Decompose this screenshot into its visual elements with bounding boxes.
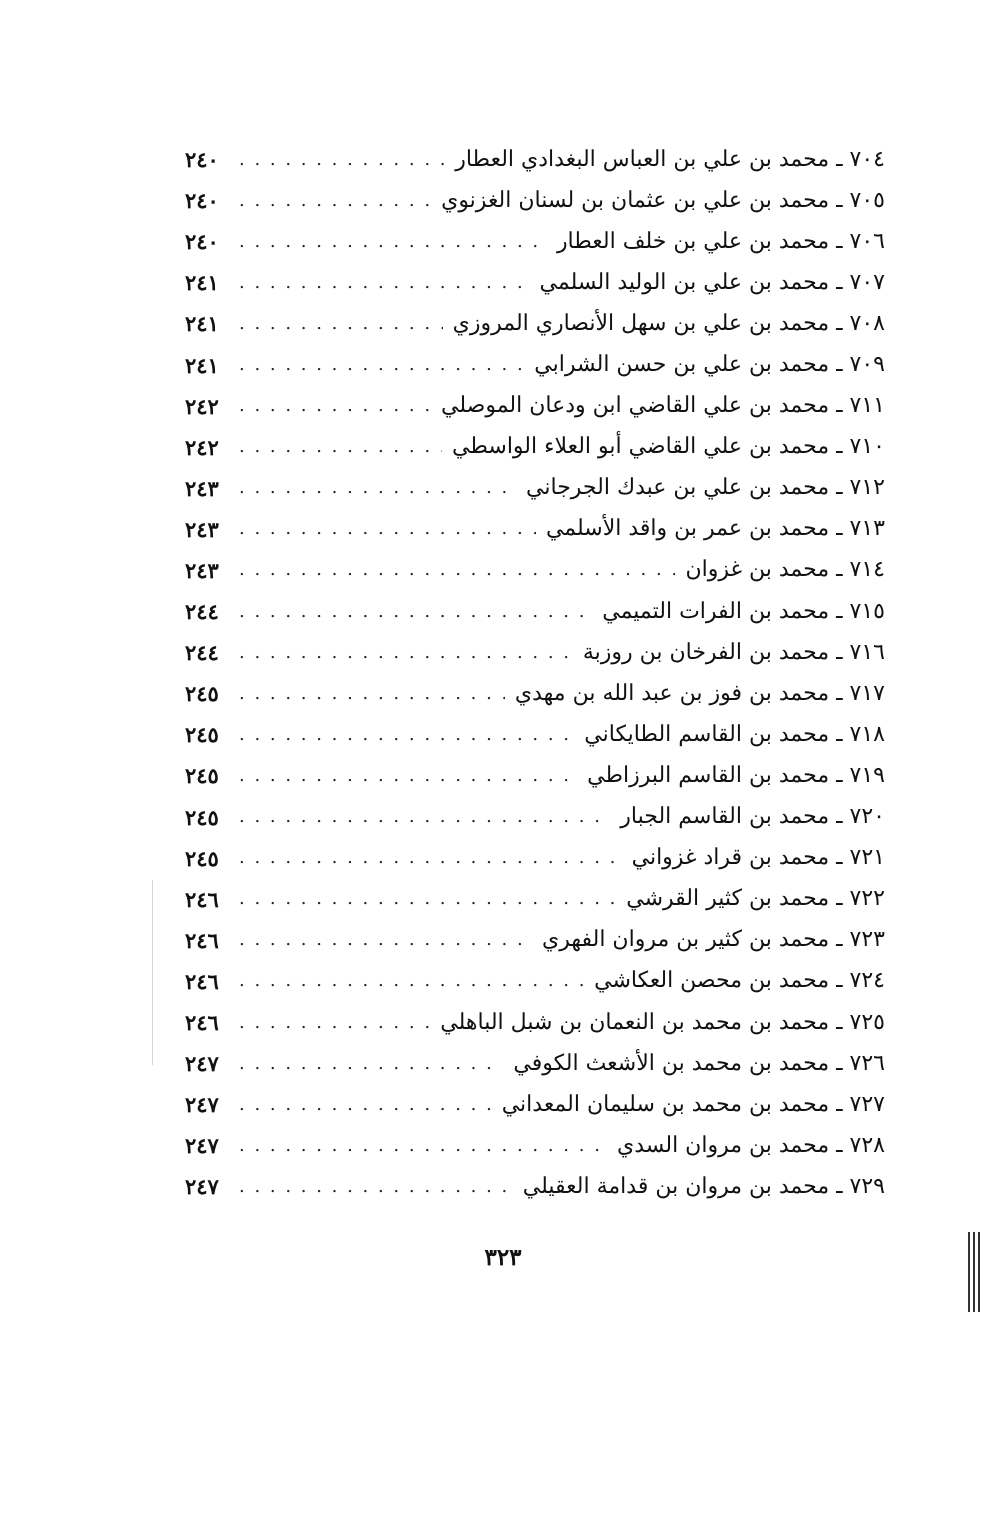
dot-leader xyxy=(239,1014,430,1032)
toc-entry xyxy=(185,920,885,961)
dot-leader xyxy=(239,931,532,949)
entry-title: ٧٠٤ ـ محمد بن علي بن العباس البغدادي العطار xyxy=(455,146,885,172)
entry-title: ٧٢٢ ـ محمد بن كثير القرشي xyxy=(626,886,885,912)
entry-page: ٢٤٥ xyxy=(185,681,219,707)
toc-entry xyxy=(185,344,885,385)
toc-entry xyxy=(185,427,885,468)
dot-leader xyxy=(239,233,547,251)
toc-entry xyxy=(185,1166,885,1207)
scan-edge-mark xyxy=(968,1232,970,1312)
entry-title: ٧٠٧ ـ محمد بن علي بن الوليد السلمي xyxy=(539,269,885,295)
entry-page: ٢٤٥ xyxy=(185,845,219,871)
entry-title: ٧٠٥ ـ محمد بن علي بن عثمان بن لسنان الغزنوي xyxy=(441,187,885,213)
dot-leader xyxy=(239,192,431,210)
entry-title: ٧٢٩ ـ محمد بن مروان بن قدامة العقيلي xyxy=(522,1173,885,1199)
toc-entry xyxy=(185,838,885,879)
entry-title: ٧١٢ ـ محمد بن علي بن عبدك الجرجاني xyxy=(526,475,885,501)
dot-leader xyxy=(239,808,610,826)
entry-page: ٢٤٦ xyxy=(185,1010,219,1036)
dot-leader xyxy=(239,438,442,456)
toc-entry xyxy=(185,221,885,262)
dot-leader xyxy=(239,397,431,415)
entry-page: ٢٤٦ xyxy=(185,968,219,994)
page-number: ٣٢٣ xyxy=(484,1244,522,1271)
entry-page: ٢٤٦ xyxy=(185,927,219,953)
dot-leader xyxy=(239,849,622,867)
entry-title: ٧١٩ ـ محمد بن القاسم البرزاطي xyxy=(587,762,885,788)
dot-leader xyxy=(239,1055,503,1073)
entry-page: ٢٤٠ xyxy=(185,188,219,214)
dot-leader xyxy=(239,1137,607,1155)
entry-page: ٢٤٧ xyxy=(185,1092,219,1118)
dot-leader xyxy=(239,1096,492,1114)
dot-leader xyxy=(239,151,445,169)
entry-title: ٧١٦ ـ محمد بن الفرخان بن روزبة xyxy=(582,639,885,665)
toc-entry xyxy=(185,386,885,427)
entry-title: ٧١٧ ـ محمد بن فوز بن عبد الله بن مهدي xyxy=(514,680,885,706)
toc-entry xyxy=(185,755,885,796)
toc-entry xyxy=(185,550,885,591)
table-of-contents xyxy=(185,139,885,1207)
entry-title: ٧٢٤ ـ محمد بن محصن العكاشي xyxy=(594,968,885,994)
scan-edge-mark xyxy=(978,1232,980,1312)
toc-entry xyxy=(185,632,885,673)
entry-page: ٢٤١ xyxy=(185,311,219,337)
dot-leader xyxy=(239,767,577,785)
entry-page: ٢٤٢ xyxy=(185,393,219,419)
scan-margin-line xyxy=(152,880,153,1065)
dot-leader xyxy=(239,479,516,497)
entry-title: ٧١٨ ـ محمد بن القاسم الطايكاني xyxy=(584,721,885,747)
dot-leader xyxy=(239,274,530,292)
toc-entry xyxy=(185,303,885,344)
dot-leader xyxy=(239,520,536,538)
toc-entry xyxy=(185,961,885,1002)
toc-entry xyxy=(185,1084,885,1125)
entry-title: ٧٢٠ ـ محمد بن القاسم الجبار xyxy=(620,804,885,830)
entry-title: ٧١٣ ـ محمد بن عمر بن واقد الأسلمي xyxy=(545,516,885,542)
dot-leader xyxy=(239,644,573,662)
entry-page: ٢٤٧ xyxy=(185,1174,219,1200)
dot-leader xyxy=(239,685,505,703)
entry-title: ٧٠٨ ـ محمد بن علي بن سهل الأنصاري المروزي xyxy=(452,310,885,336)
entry-title: ٧٢٣ ـ محمد بن كثير بن مروان الفهري xyxy=(542,927,885,953)
dot-leader xyxy=(239,890,616,908)
entry-title: ٧١٠ ـ محمد بن علي القاضي أبو العلاء الواسطي xyxy=(452,434,885,460)
toc-entry xyxy=(185,262,885,303)
entry-title: ٧٢٧ ـ محمد بن محمد بن سليمان المعداني xyxy=(501,1091,885,1117)
toc-entry xyxy=(185,1043,885,1084)
entry-page: ٢٤٥ xyxy=(185,804,219,830)
entry-page: ٢٤٤ xyxy=(185,599,219,625)
entry-page: ٢٤٣ xyxy=(185,557,219,583)
entry-page: ٢٤٣ xyxy=(185,475,219,501)
entry-page: ٢٤٠ xyxy=(185,229,219,255)
toc-entry xyxy=(185,468,885,509)
entry-page: ٢٤١ xyxy=(185,270,219,296)
entry-title: ٧٢١ ـ محمد بن قراد غزواني xyxy=(631,845,885,871)
entry-title: ٧٢٨ ـ محمد بن مروان السدي xyxy=(616,1132,885,1158)
toc-entry xyxy=(185,714,885,755)
dot-leader xyxy=(239,356,524,374)
entry-title: ٧٢٦ ـ محمد بن محمد بن الأشعث الكوفي xyxy=(513,1050,885,1076)
dot-leader xyxy=(239,561,675,579)
entry-page: ٢٤٥ xyxy=(185,763,219,789)
dot-leader xyxy=(239,603,592,621)
toc-entry xyxy=(185,180,885,221)
toc-entry xyxy=(185,879,885,920)
entry-title: ٧٠٩ ـ محمد بن علي بن حسن الشرابي xyxy=(534,352,885,378)
toc-entry xyxy=(185,509,885,550)
dot-leader xyxy=(239,726,574,744)
entry-page: ٢٤٠ xyxy=(185,147,219,173)
entry-page: ٢٤٥ xyxy=(185,722,219,748)
entry-title: ٧٠٦ ـ محمد بن علي بن خلف العطار xyxy=(556,228,885,254)
toc-entry xyxy=(185,139,885,180)
entry-title: ٧١٤ ـ محمد بن غزوان xyxy=(685,557,885,583)
entry-title: ٧١١ ـ محمد بن علي القاضي ابن ودعان الموصلي xyxy=(441,393,885,419)
dot-leader xyxy=(239,972,584,990)
dot-leader xyxy=(239,315,443,333)
entry-title: ٧٢٥ ـ محمد بن محمد بن النعمان بن شبل الباهلي xyxy=(440,1009,885,1035)
scan-edge-mark xyxy=(973,1232,975,1312)
entry-page: ٢٤٤ xyxy=(185,640,219,666)
toc-entry xyxy=(185,1002,885,1043)
dot-leader xyxy=(239,1178,513,1196)
entry-title: ٧١٥ ـ محمد بن الفرات التميمي xyxy=(602,598,885,624)
toc-entry xyxy=(185,797,885,838)
entry-page: ٢٤١ xyxy=(185,352,219,378)
toc-entry xyxy=(185,673,885,714)
entry-page: ٢٤٢ xyxy=(185,434,219,460)
entry-page: ٢٤٦ xyxy=(185,886,219,912)
toc-entry xyxy=(185,591,885,632)
entry-page: ٢٤٧ xyxy=(185,1133,219,1159)
toc-entry xyxy=(185,1125,885,1166)
entry-page: ٢٤٧ xyxy=(185,1051,219,1077)
entry-page: ٢٤٣ xyxy=(185,516,219,542)
